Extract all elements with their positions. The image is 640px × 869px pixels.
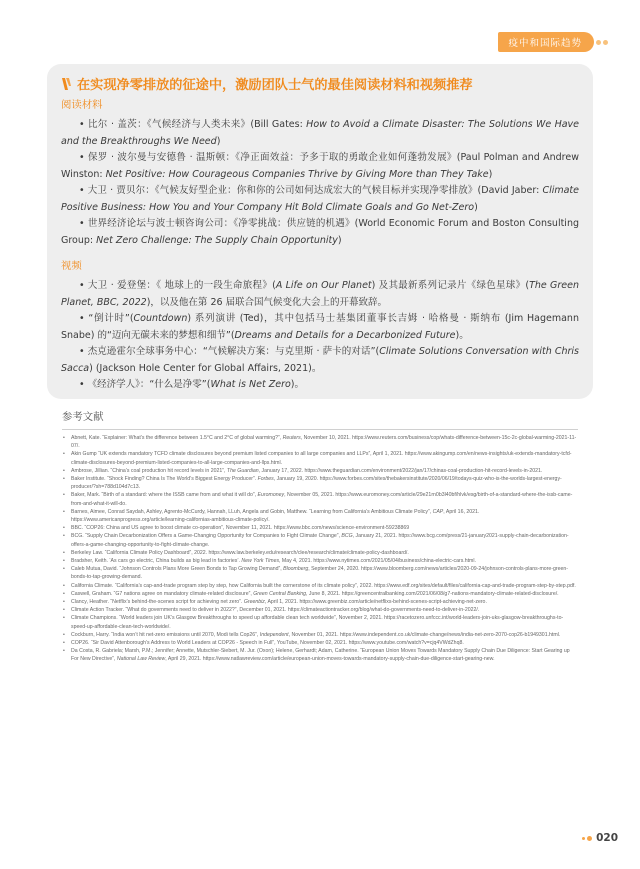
- reference-bullet: •: [63, 607, 65, 614]
- reference-text: Climate Action Tracker. “What do governments need to deliver in 2022?”, December 01, 2021. https://climateactiontracker.org/blog/what-do-governments-need-to-deliver-in-2022/.: [71, 607, 480, 614]
- reading-item: [61, 216, 579, 249]
- reading-item-post: ): [474, 201, 478, 213]
- references-divider: [62, 429, 578, 430]
- reading-item-post: ): [488, 168, 493, 180]
- reference-text: BBC. “COP26: China and US agree to boost climate co-operation”, November 11, 2021. https://www.bbc.com/news/science-environment-59238869: [71, 525, 410, 532]
- slash-mark-icon: [61, 78, 71, 90]
- reference-text: , September 24, 2020. https://www.bloomberg.com/news/articles/2020-09-24/johnson-controls-plans-more-green-bonds-to-tap-growing-demand.: [71, 566, 569, 581]
- reference-entry: [62, 582, 578, 590]
- reading-item-it: Net Zero Challenge: The Supply Chain Opportunity: [96, 234, 338, 246]
- reading-item: [61, 183, 579, 216]
- reference-bullet: •: [63, 476, 65, 483]
- reference-bullet: •: [63, 599, 65, 606]
- reference-entry: [62, 590, 578, 598]
- reference-entry: [62, 565, 578, 581]
- video-item-post: ) (Jackson Hole Center for Global Affairs, 2021)。: [89, 362, 322, 374]
- reference-text: Da Costa, R. Gabriela; Marsh, P.M.; Jennifer; Annette, Mutschler-Siebert, M. Jur. (Oxon); Helene, Gerhardt; Adam, Catherine. “European Union Moves Towards Mandatory Supply Chain Due Diligence: Start Gearing up For New Directive”,: [71, 648, 570, 663]
- page-number: [582, 832, 618, 844]
- reference-bullet: •: [63, 533, 65, 540]
- reference-source: Green Central Banking: [253, 590, 306, 597]
- reference-entry: [62, 598, 578, 606]
- reference-text: , June 8, 2021. https://greencentralbanking.com/2021/06/08/g7-nations-mandatory-climate-related-disclosure/.: [306, 590, 559, 597]
- page-number-marks: [582, 836, 592, 841]
- video-item-post: )。: [290, 379, 305, 390]
- box-title: [61, 74, 579, 93]
- video-item-it2: The Green Planet, BBC, 2022: [61, 280, 580, 308]
- reference-text: , January 19, 2020. https://www.forbes.com/sites/thebakersinstitute/2020/06/19/todays-quiz-who-is-the-worlds-largest-energy-producer/?sh=788d104d7c13.: [71, 476, 562, 491]
- reference-entry: [62, 450, 578, 466]
- reference-entry: [62, 467, 578, 475]
- reference-text: , April 29, 2021. https://www.natlawreview.com/article/european-union-moves-towards-mandatory-supply-chain-due-diligence-start-gearing-new.: [165, 656, 495, 663]
- reference-text: Bradsher, Keith. ‘As cars go electric, China builds as big lead in factories’.: [71, 558, 242, 565]
- reading-heading: 阅读材料: [61, 99, 103, 111]
- reference-text: , January 21, 2021. https://www.bcg.com/press/21-january2021-supply-chain-decarbonization-offers-a-game-changing-opportunity-to-fight-climate-change.: [71, 533, 569, 548]
- reference-source: Independent: [259, 631, 289, 638]
- reference-bullet: •: [63, 435, 65, 441]
- reference-bullet: •: [63, 648, 65, 655]
- video-item: [61, 278, 579, 311]
- reference-text: Barnes, Aimee, Conrad Saydah, Ashley, Agrento-McCurdy, Hannah, LLuh, Angela and Gobin, Matthew. “Learning from California’s Ambitious Climate Policy”,: [71, 508, 433, 515]
- reference-source: National Law Review: [116, 656, 166, 663]
- reference-text: Abnett, Kate. “Explainer: What’s the difference between 1.5°C and 2°C of global warming?”,: [71, 435, 283, 441]
- reference-entry: [62, 639, 578, 647]
- reference-text: COP26. “Sir David Attenborough’s Address to World Leaders at COP26 - Speech in Full”, YouTube, November 02, 2021. https://www.youtube.com/watch?v=cjq4VWdZhq8.: [71, 640, 464, 647]
- video-item: [61, 377, 579, 394]
- video-item-it: Countdown: [133, 313, 188, 324]
- reference-text: , April 1, 2021. https://www.greenbiz.com/article/netflixs-behind-scenes-script-achieving-net-zero.: [264, 599, 487, 606]
- reference-entry: [62, 524, 578, 532]
- reference-source: Forbes: [257, 476, 274, 483]
- reference-entry: [62, 631, 578, 639]
- box-title-text: 在实现净零排放的征途中，激励团队士气的最佳阅读材料和视频推荐: [77, 78, 473, 93]
- references: [62, 408, 578, 664]
- reference-bullet: •: [63, 582, 65, 589]
- reference-text: , November 10, 2021. https://www.reuters.com/business/cop/whats-difference-between-15c-2c-global-warming-2021-11-07/.: [71, 435, 577, 450]
- reference-bullet: •: [63, 631, 65, 638]
- video-item-pre: • 杰克逊霍尔全球事务中心：“气候解决方案：与克里斯 · 萨卡的对话”(: [79, 346, 380, 357]
- page-number-text: 020: [596, 832, 618, 844]
- reference-bullet: •: [63, 451, 65, 458]
- reading-item: [61, 150, 579, 183]
- reference-source: New York Times: [241, 558, 280, 565]
- video-item-it2: Dreams and Details for a Decarbonized Future: [234, 329, 456, 341]
- reference-bullet: •: [63, 558, 65, 565]
- reference-source: Reuters: [282, 435, 301, 441]
- reading-item-post: ): [216, 135, 221, 147]
- reading-item-pre: • 比尔 · 盖茨：《气候经济与人类未来》(Bill Gates:: [79, 119, 307, 130]
- reference-text: Baker, Mark. “Birth of a standard: where the ISSB came from and what it will do”,: [71, 492, 258, 499]
- reading-item-pre: • 大卫 · 贾贝尔：《气候友好型企业：你和你的公司如何达成宏大的气候目标并实现净零排放》(David Jaber:: [79, 185, 543, 196]
- reading-item: [61, 117, 579, 150]
- reference-bullet: •: [63, 467, 65, 474]
- video-item-it: What is Net Zero: [210, 379, 291, 390]
- section-tag-label: 疫中和国际趋势: [498, 32, 594, 52]
- reference-text: Caswell, Graham. “G7 nations agree on mandatory climate-related disclosure”,: [71, 590, 254, 597]
- video-item-pre: • 《经济学人》：“什么是净零”(: [79, 379, 211, 390]
- reading-list: [61, 117, 579, 249]
- reference-text: Ambrose, Jillian. “China’s coal production hit record levels in 2021”,: [71, 467, 227, 474]
- reference-text: California Climate. “California’s cap-and-trade program step by step, how California built the cornerstone of its climate policy”, 2022. https://www.edf.org/sites/default/files/california-cap-and-trade-program-step-by-step.pdf.: [71, 582, 576, 589]
- section-tag-dots: [596, 40, 608, 45]
- video-item-it: Climate Solutions Conversation with Chris Sacca: [61, 346, 580, 374]
- video-item-post: ) 及其最新系列记录片《绿色星球》(: [371, 280, 530, 291]
- video-item-pre: • “倒计时”(: [79, 313, 134, 324]
- reference-text: , April 16, 2021. https://www.americanprogress.org/article/learning-californias-ambitious-climate-policy/.: [71, 508, 480, 524]
- reference-bullet: •: [63, 615, 65, 622]
- video-item-pre: • 大卫 · 爱登堡：《 地球上的一段生命旅程》(: [79, 280, 276, 291]
- references-title: 参考文献: [62, 411, 104, 423]
- reference-text: Cockburn, Harry. “India won’t hit net-zero emissions until 2070, Modi tells Cop26”,: [71, 631, 260, 638]
- reference-entry: [62, 647, 578, 663]
- reference-text: Clancy, Heather. “Netflix’s behind-the-scenes script for achieving net zero”.: [71, 599, 244, 606]
- reference-entry: [62, 549, 578, 557]
- video-item-post2: )。: [455, 329, 469, 341]
- reference-text: BCG. “Supply Chain Decarbonization Offers a Game-Changing Opportunity for Companies to Fight Climate Change”,: [71, 533, 342, 540]
- reading-item-post: ): [337, 234, 342, 246]
- reference-bullet: •: [63, 549, 65, 556]
- reference-entry: [62, 606, 578, 614]
- reference-text: , November 01, 2021. https://www.independent.co.uk/climate-change/news/india-net-zero-2070-cop26-b1949301.html.: [288, 631, 561, 638]
- video-item-it: A Life on Our Planet: [275, 280, 372, 291]
- reference-bullet: •: [63, 525, 65, 532]
- reference-source: Euromoney: [257, 492, 285, 499]
- reference-entry: [62, 434, 578, 450]
- reference-list: [62, 434, 578, 664]
- reference-entry: [62, 614, 578, 630]
- video-heading: 视频: [61, 260, 82, 272]
- reference-entry: [62, 508, 578, 524]
- reference-bullet: •: [63, 640, 65, 647]
- video-item: [61, 311, 579, 344]
- video-item: [61, 344, 579, 377]
- reference-text: , May 4, 2021. https://www.nytimes.com/2021/05/04/business/china-electric-cars.html.: [279, 558, 476, 565]
- reference-text: Akin Gump “UK extends mandatory TCFD climate disclosures beyond premium listed companies to all large companies and LLPs”, April 1, 2021. https://www.akingump.com/en/news-insights/uk-extends-mandatory-tcfd-climate-disclosures-beyond-premium-listed-companies-to-all-large-companies-and-llps.html.: [71, 451, 572, 466]
- reference-entry: [62, 557, 578, 565]
- reference-entry: [62, 491, 578, 507]
- reading-item-it: How to Avoid a Climate Disaster: The Solutions We Have and the Breakthroughs We Need: [61, 119, 579, 147]
- reading-item-it: Climate Positive Business: How You and Your Company Hit Bold Climate Goals and Go Net-Zero: [61, 185, 579, 213]
- reading-item-it: Net Positive: How Courageous Companies Thrive by Giving More than They Take: [105, 168, 489, 180]
- reference-text: , January 17, 2022. https://www.theguardian.com/environment/2022/jan/17/chinas-coal-production-hit-record-levels-in-2021.: [258, 467, 543, 474]
- reference-text: Caleb Mutua, David. “Johnson Controls Plans More Green Bonds to Tap Growing Demand”,: [71, 566, 284, 573]
- reference-source: Bloomberg: [283, 566, 309, 573]
- reference-bullet: •: [63, 590, 65, 597]
- reference-text: Climate Champions. “World leaders join UK’s Glasgow Breakthroughs to speed up affordable clean tech worldwide”, November 2, 2021. https://racetozero.unfccc.int/world-leaders-join-uks-glasgow-breakthroughs-to-speed-up-affordable-clean-tech-worldwide/.: [71, 615, 564, 630]
- recommendation-box: [47, 64, 593, 399]
- reference-text: , November 05, 2021. https://www.euromoney.com/article/29e21rn0b3l40bf/hlvk/esg/birth-of-a-standard-where-the-issb-came-from-and-what-it-will-do.: [71, 492, 573, 507]
- reference-text: Berkeley Law. “California Climate Policy Dashboard”, 2022. https://www.law.berkeley.edu/research/clee/research/climate/climate-policy-dashboard/.: [71, 549, 409, 556]
- reference-bullet: •: [63, 566, 65, 573]
- reference-source: Greenbiz: [243, 599, 265, 606]
- reference-entry: [62, 475, 578, 491]
- reference-text: Baker Institute. “Shock Finding? China Is The World’s Biggest Energy Producer”.: [71, 476, 258, 483]
- reading-item-pre: • 世界经济论坛与波士顿咨询公司：《净零挑战：供应链的机遇》(World Economic Forum and Boston Consulting Group:: [61, 218, 579, 246]
- reference-source: BCG: [341, 533, 353, 540]
- video-item-post2: )，以及他在第 26 届联合国气候变化大会上的开幕致辞。: [146, 296, 388, 308]
- reference-source: The Guardian: [226, 467, 259, 474]
- reference-source: CAP: [432, 508, 444, 515]
- reference-entry: [62, 532, 578, 548]
- reference-bullet: •: [63, 492, 65, 499]
- reference-bullet: •: [63, 508, 65, 515]
- video-item-post: ) 系列演讲 (Ted)，其中包括马士基集团董事长吉姆 · 哈格曼 · 斯纳布 (Jim Hagemann Snabe) 的“迈向无碳未来的梦想和细节”(: [61, 313, 579, 341]
- video-list: [61, 278, 579, 394]
- section-tag: [498, 32, 608, 52]
- reading-item-pre: • 保罗 · 波尔曼与安德鲁 · 温斯顿：《净正面效益：予多于取的勇敢企业如何蓬勃发展》(Paul Polman and Andrew Winston:: [61, 152, 579, 180]
